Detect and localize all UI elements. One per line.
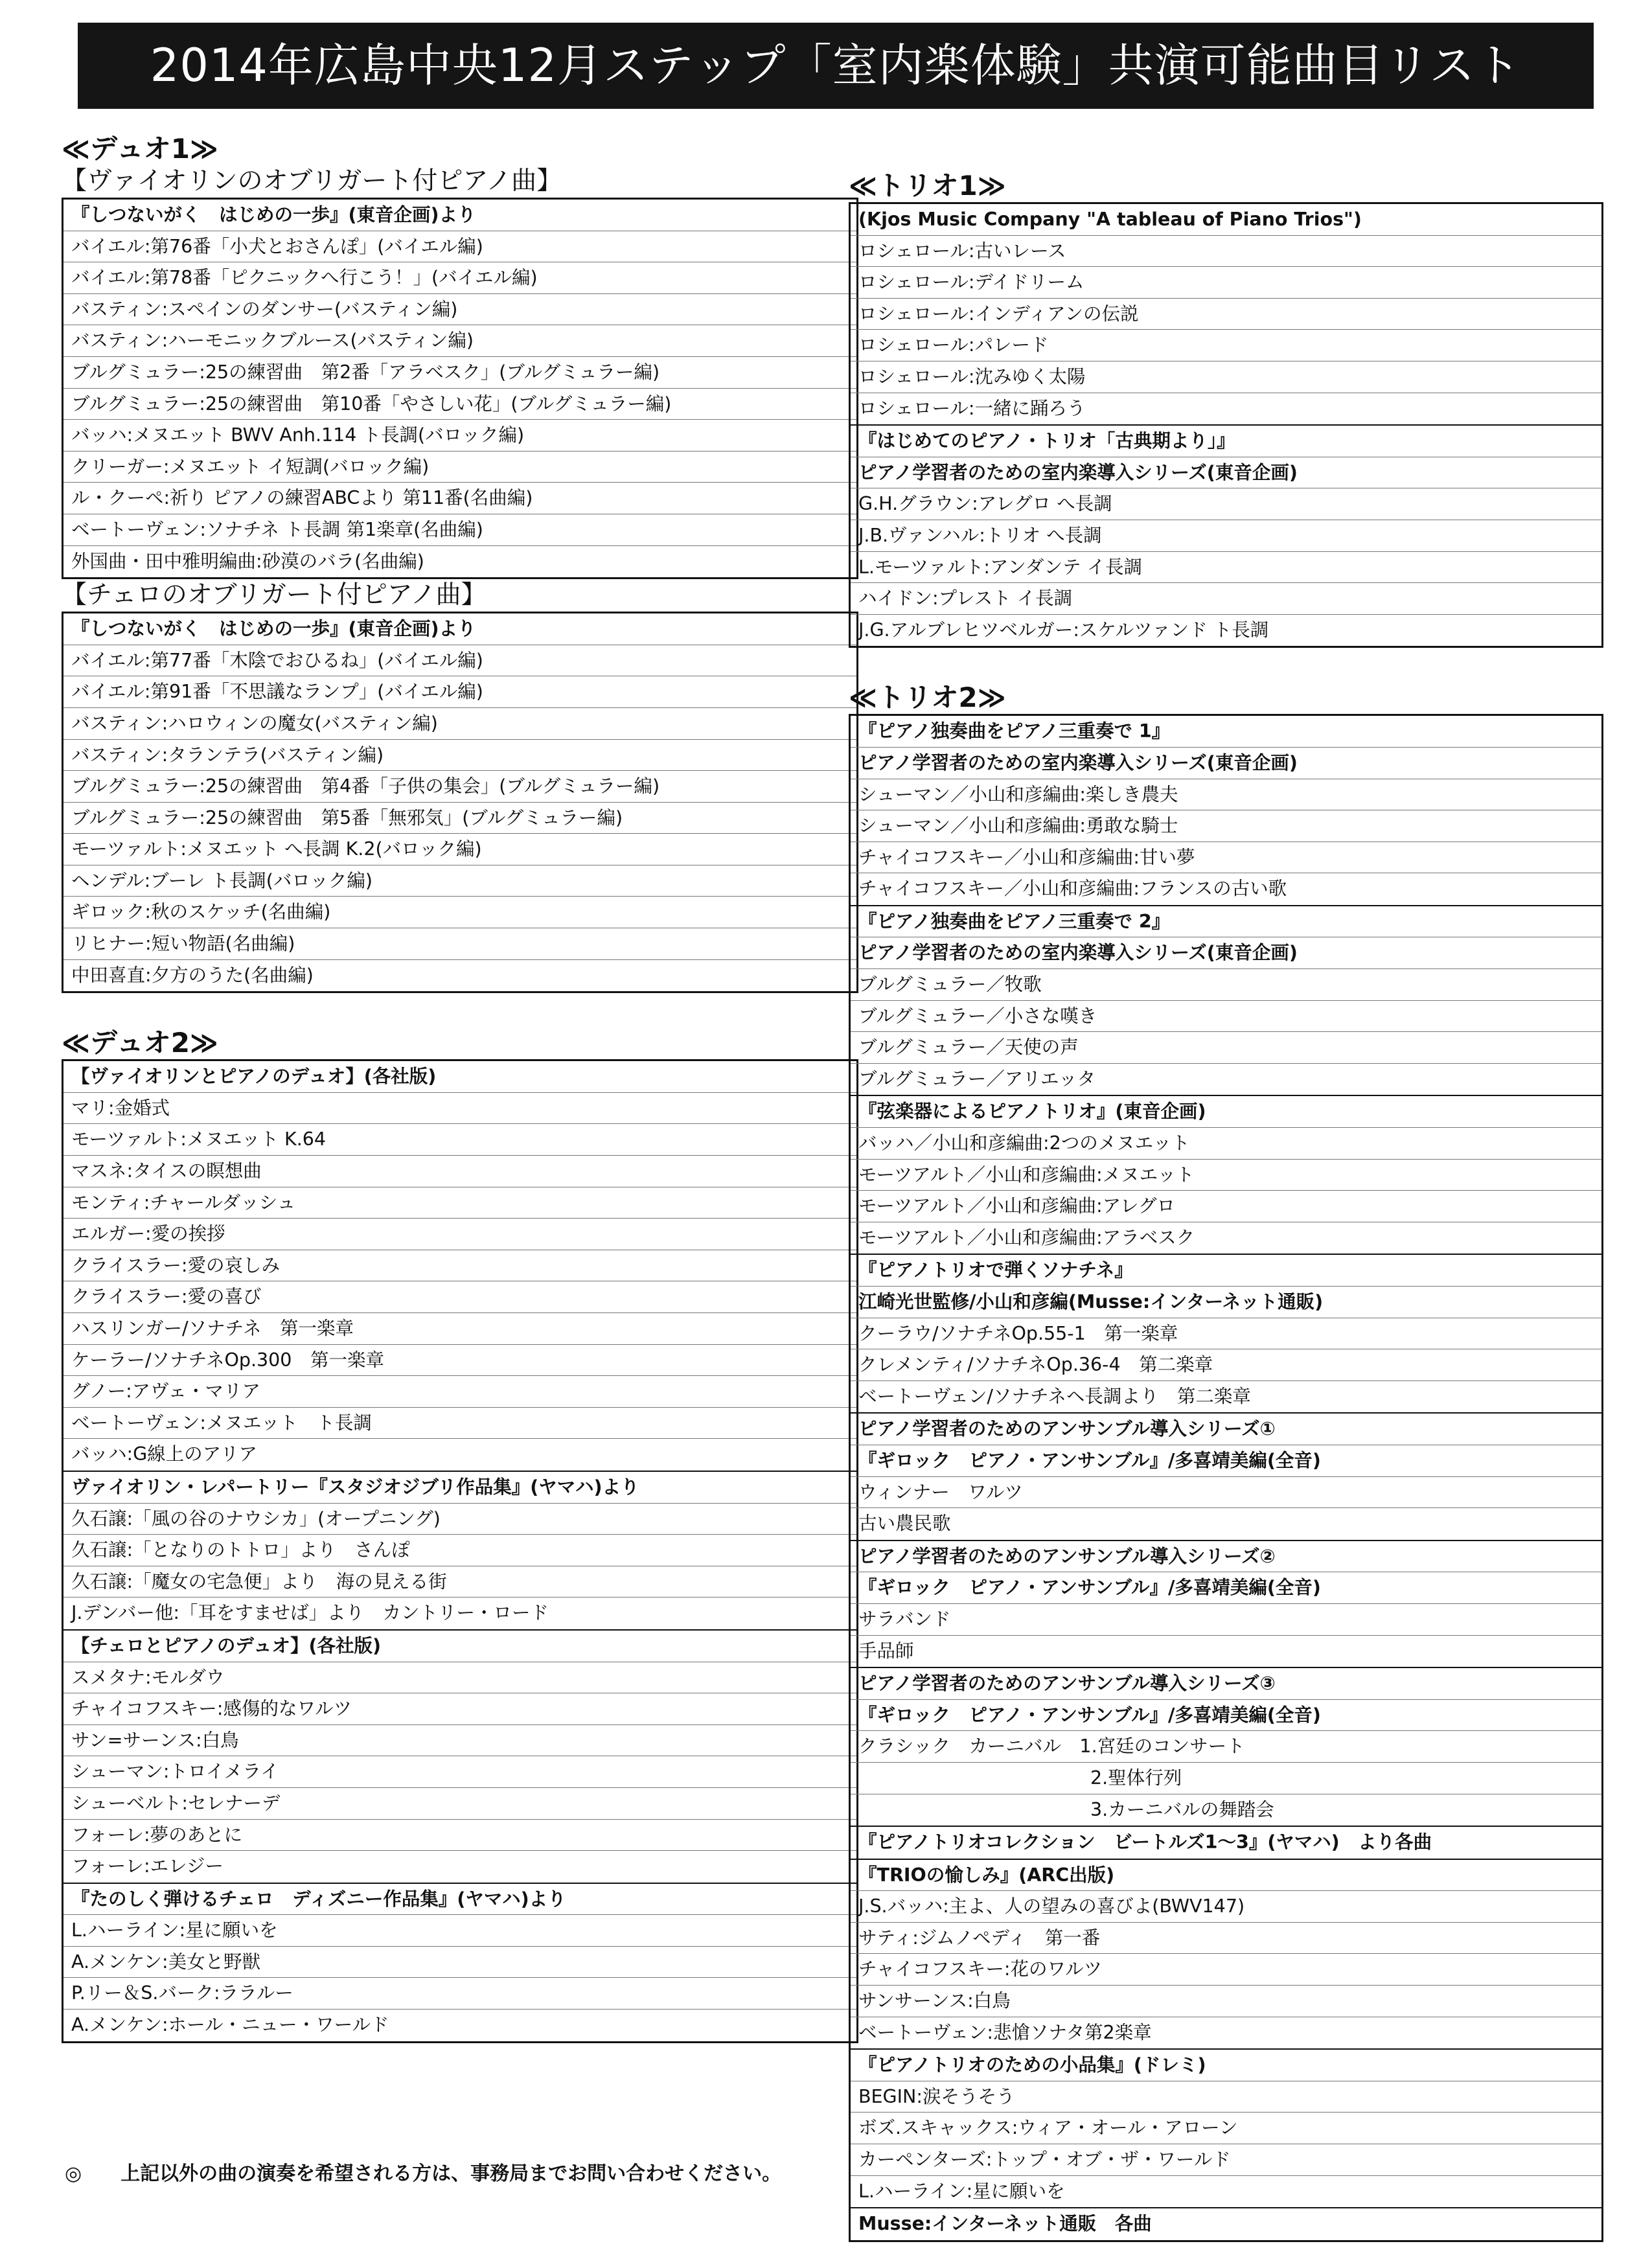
group-subheading: 『ギロック ピアノ・アンサンブル』/多喜靖美編(全音) xyxy=(851,1700,1601,1732)
list-item: リヒナー:短い物語(名曲編) xyxy=(63,928,856,960)
list-item: シューマン／小山和彦編曲:楽しき農夫 xyxy=(851,779,1601,811)
page-title: 2014年広島中央12月ステップ「室内楽体験」共演可能曲目リスト xyxy=(78,23,1594,109)
trio1-box xyxy=(849,202,1603,648)
list-item: ロシェロール:パレード xyxy=(851,330,1601,361)
list-item: サラバンド xyxy=(851,1604,1601,1636)
list-item: マリ:金婚式 xyxy=(63,1093,856,1125)
list-item: バイエル:第91番「不思議なランプ」(バイエル編) xyxy=(63,676,856,708)
group-heading: 【ヴァイオリンとピアノのデュオ】(各社版) xyxy=(63,1061,856,1093)
group-subheading: ピアノ学習者のための室内楽導入シリーズ(東音企画) xyxy=(851,457,1601,489)
list-item: ロシェロール:一緒に踊ろう xyxy=(858,397,1086,419)
group-heading: ヴァイオリン・レパートリー『スタジオジブリ作品集』(ヤマハ)より xyxy=(63,1472,856,1504)
group-section xyxy=(851,1414,1601,1541)
list-item: ロシェロール:沈みゆく太陽 xyxy=(851,361,1601,393)
group-section xyxy=(851,1255,1601,1414)
list-item: 久石譲:「となりのトトロ」より さんぽ xyxy=(63,1535,856,1566)
group-heading: 『ピアノ独奏曲をピアノ三重奏で 1』 xyxy=(851,716,1601,748)
group-heading: 『たのしく弾けるチェロ ディズニー作品集』(ヤマハ)より xyxy=(63,1884,856,1916)
list-item: ボズ.スキャックス:ウィア・オール・アローン xyxy=(851,2113,1601,2144)
list-item: 外国曲・田中雅明編曲:砂漠のバラ(名曲編) xyxy=(71,550,424,572)
right-column xyxy=(849,170,1603,2242)
group-heading: 『ピアノトリオのための小品集』(ドレミ) xyxy=(851,2050,1601,2081)
left-column xyxy=(62,133,858,2043)
footnote-mark: ◎ xyxy=(65,2162,82,2185)
group-heading: 『はじめてのピアノ・トリオ「古典期より」』 xyxy=(851,426,1601,457)
group-subheading: 江崎光世監修/小山和彦編(Musse:インターネット通販) xyxy=(851,1287,1601,1318)
list-item: ベートーヴェン:悲愴ソナタ第2楽章 xyxy=(858,2021,1152,2043)
list-item: バスティン:ハーモニックブルース(バスティン編) xyxy=(63,325,856,357)
list-item: シューベルト:セレナーデ xyxy=(63,1788,856,1820)
list-item: J.B.ヴァンハル:トリオ へ長調 xyxy=(851,520,1601,552)
list-item: L.ハーライン:星に願いを xyxy=(858,2180,1065,2202)
list-item: モーツアルト／小山和彦編曲:アレグロ xyxy=(851,1191,1601,1222)
list-item: シューマン:トロイメライ xyxy=(63,1756,856,1788)
list-item: P.リー＆S.バーク:ララルー xyxy=(63,1978,856,2010)
list-item: モーツアルト／小山和彦編曲:メヌエット xyxy=(851,1160,1601,1191)
group-heading: 『ピアノトリオコレクション ビートルズ1～3』(ヤマハ) より各曲 xyxy=(858,1831,1432,1853)
group-section xyxy=(63,1631,856,1884)
list-item: エルガー:愛の挨拶 xyxy=(63,1219,856,1250)
list-item: ロシェロール:古いレース xyxy=(851,236,1601,268)
group-section xyxy=(851,1860,1601,2050)
trio2-heading: ≪トリオ2≫ xyxy=(849,682,1006,714)
list-item: サンサーンス:白鳥 xyxy=(851,1986,1601,2017)
list-item: ブルグミュラー:25の練習曲 第4番「子供の集会」(ブルグミュラー編) xyxy=(63,771,856,803)
group-heading: 【チェロとピアノのデュオ】(各社版) xyxy=(63,1631,856,1662)
list-item: モーツアルト／小山和彦編曲:アラベスク xyxy=(858,1226,1195,1248)
list-item: モーツァルト:メヌエット K.64 xyxy=(63,1124,856,1156)
list-item: モンティ:チャールダッシュ xyxy=(63,1187,856,1219)
list-item: ヘンデル:ブーレ ト長調(バロック編) xyxy=(63,865,856,897)
group-heading: 『ピアノトリオで弾くソナチネ』 xyxy=(851,1255,1601,1287)
list-item: グノー:アヴェ・マリア xyxy=(63,1376,856,1408)
list-item: J.S.バッハ:主よ、人の望みの喜びよ(BWV147) xyxy=(851,1891,1601,1923)
list-item: 古い農民歌 xyxy=(858,1513,951,1535)
group-section xyxy=(851,426,1601,646)
list-item: クーラウ/ソナチネOp.55-1 第一楽章 xyxy=(851,1318,1601,1350)
list-item: J.G.アルブレヒツベルガー:スケルツァンド ト長調 xyxy=(858,619,1269,641)
group-section xyxy=(851,906,1601,1097)
list-item: バスティン:スペインのダンサー(バスティン編) xyxy=(63,294,856,326)
list-item: 手品師 xyxy=(858,1640,914,1662)
list-item: ベートーヴェン:メヌエット ト長調 xyxy=(63,1408,856,1439)
group-heading: 『ピアノ独奏曲をピアノ三重奏で 2』 xyxy=(851,906,1601,938)
list-item: チャイコフスキー／小山和彦編曲:甘い夢 xyxy=(851,842,1601,874)
list-item: ハスリンガー/ソナチネ 第一楽章 xyxy=(63,1313,856,1345)
list-item: ケーラー/ソナチネOp.300 第一楽章 xyxy=(63,1345,856,1377)
group-section xyxy=(851,2208,1601,2240)
list-item: 久石譲:「魔女の宅急便」より 海の見える街 xyxy=(63,1566,856,1598)
list-item: クリーガー:メヌエット イ短調(バロック編) xyxy=(63,452,856,483)
group-heading: ピアノ学習者のためのアンサンブル導入シリーズ① xyxy=(851,1414,1601,1445)
list-item: ウィンナー ワルツ xyxy=(851,1477,1601,1509)
list-item: チャイコフスキー:感傷的なワルツ xyxy=(63,1693,856,1725)
group-heading: Musse:インターネット通販 各曲 xyxy=(858,2213,1152,2235)
group-heading: 『TRIOの愉しみ』(ARC出版) xyxy=(851,1860,1601,1892)
list-item: バッハ／小山和彦編曲:2つのメヌエット xyxy=(851,1128,1601,1160)
list-item: ハイドン:プレスト イ長調 xyxy=(851,583,1601,615)
group-subheading: 『ギロック ピアノ・アンサンブル』/多喜靖美編(全音) xyxy=(851,1445,1601,1477)
list-item: L.ハーライン:星に願いを xyxy=(63,1915,856,1947)
list-item: ブルグミュラー／天使の声 xyxy=(851,1032,1601,1064)
duo2-box xyxy=(62,1059,858,2043)
group-section xyxy=(851,716,1601,906)
duo2-heading: ≪デュオ2≫ xyxy=(62,1027,218,1059)
group-section xyxy=(851,1541,1601,1668)
group-section xyxy=(851,1668,1601,1827)
list-item: モーツァルト:メヌエット へ長調 K.2(バロック編) xyxy=(63,834,856,865)
duo1-violin-subheading: 【ヴァイオリンのオブリガート付ピアノ曲】 xyxy=(62,166,562,196)
group-heading: 『しつないがく はじめの一歩』(東音企画)より xyxy=(63,613,856,645)
duo1-heading: ≪デュオ1≫ xyxy=(62,133,218,165)
list-item: ロシェロール:インディアンの伝説 xyxy=(851,299,1601,330)
list-item: ベートーヴェン/ソナチネヘ長調より 第二楽章 xyxy=(858,1385,1251,1407)
list-item: ブルグミュラー／小さな嘆き xyxy=(851,1001,1601,1033)
footnote xyxy=(65,2157,781,2186)
list-item: ギロック:秋のスケッチ(名曲編) xyxy=(63,897,856,928)
duo1-violin-box xyxy=(62,198,858,579)
list-item: サン=サーンス:白鳥 xyxy=(63,1725,856,1757)
list-item: ブルグミュラー／牧歌 xyxy=(851,969,1601,1001)
group-section xyxy=(63,1061,856,1472)
list-item: BEGIN:涙そうそう xyxy=(851,2081,1601,2113)
group-section xyxy=(63,1472,856,1631)
group-section xyxy=(851,204,1601,426)
list-item: サティ:ジムノペディ 第一番 xyxy=(851,1923,1601,1954)
duo1-cello-box xyxy=(62,612,858,993)
group-subheading: 『ギロック ピアノ・アンサンブル』/多喜靖美編(全音) xyxy=(851,1572,1601,1604)
list-item: クレメンティ/ソナチネOp.36-4 第二楽章 xyxy=(851,1349,1601,1381)
group-subheading: ピアノ学習者のための室内楽導入シリーズ(東音企画) xyxy=(851,937,1601,969)
group-section xyxy=(63,1884,856,2041)
list-item: スメタナ:モルダウ xyxy=(63,1662,856,1694)
list-item: クライスラー:愛の哀しみ xyxy=(63,1250,856,1282)
list-item: バスティン:ハロウィンの魔女(バスティン編) xyxy=(63,708,856,740)
list-item: A.メンケン:美女と野獣 xyxy=(63,1947,856,1978)
list-item: 中田喜直:夕方のうた(名曲編) xyxy=(71,964,314,986)
group-heading: 『しつないがく はじめの一歩』(東音企画)より xyxy=(63,200,856,231)
list-item: J.デンバー他:「耳をすませば」より カントリー・ロード xyxy=(71,1602,549,1624)
list-item: ベートーヴェン:ソナチネ ト長調 第1楽章(名曲編) xyxy=(63,514,856,546)
list-item: マスネ:タイスの瞑想曲 xyxy=(63,1156,856,1187)
list-item: G.H.グラウン:アレグロ へ長調 xyxy=(851,488,1601,520)
list-item: フォーレ:エレジー xyxy=(71,1855,224,1877)
list-item: 2.聖体行列 xyxy=(851,1763,1601,1794)
footnote-text: 上記以外の曲の演奏を希望される方は、事務局までお問い合わせください。 xyxy=(120,2162,782,2185)
list-item: バスティン:タランテラ(バスティン編) xyxy=(63,740,856,772)
duo1-cello-subheading: 【チェロのオブリガート付ピアノ曲】 xyxy=(62,580,487,610)
group-heading: ピアノ学習者のためのアンサンブル導入シリーズ③ xyxy=(851,1668,1601,1700)
group-subheading: ピアノ学習者のための室内楽導入シリーズ(東音企画) xyxy=(851,748,1601,779)
list-item: バイエル:第77番「木陰でおひるね」(バイエル編) xyxy=(63,645,856,677)
list-item: シューマン／小山和彦編曲:勇敢な騎士 xyxy=(851,810,1601,842)
list-item: フォーレ:夢のあとに xyxy=(63,1820,856,1851)
list-item: ブルグミュラー:25の練習曲 第2番「アラベスク」(ブルグミュラー編) xyxy=(63,357,856,389)
list-item: チャイコフスキー／小山和彦編曲:フランスの古い歌 xyxy=(858,878,1287,900)
list-item: チャイコフスキー:花のワルツ xyxy=(851,1954,1601,1986)
list-item: ブルグミュラー:25の練習曲 第10番「やさしい花」(ブルグミュラー編) xyxy=(63,389,856,420)
list-item: ル・クーペ:祈り ピアノの練習ABCより 第11番(名曲編) xyxy=(63,483,856,514)
list-item: カーペンターズ:トップ・オブ・ザ・ワールド xyxy=(851,2144,1601,2176)
group-heading: ピアノ学習者のためのアンサンブル導入シリーズ② xyxy=(851,1541,1601,1573)
duo1-cello-list xyxy=(63,613,856,991)
list-item: L.モーツァルト:アンダンテ イ長調 xyxy=(851,552,1601,584)
list-item: 久石譲:「風の谷のナウシカ」(オープニング) xyxy=(63,1504,856,1535)
group-heading: (Kjos Music Company "A tableau of Piano Trios") xyxy=(851,204,1601,236)
group-heading: 『弦楽器によるピアノトリオ』(東音企画) xyxy=(851,1096,1601,1128)
list-item: ブルグミュラー:25の練習曲 第5番「無邪気」(ブルグミュラー編) xyxy=(63,803,856,834)
list-item: 3.カーニバルの舞踏会 xyxy=(1090,1798,1274,1820)
list-item: バッハ:G線上のアリア xyxy=(71,1443,258,1465)
group-section xyxy=(851,2050,1601,2208)
list-item: バッハ:メヌエット BWV Anh.114 ト長調(バロック編) xyxy=(63,420,856,452)
list-item: バイエル:第78番「ピクニックへ行こう！」(バイエル編) xyxy=(63,262,856,294)
list-item: クライスラー:愛の喜び xyxy=(63,1281,856,1313)
trio2-box xyxy=(849,714,1603,2242)
list-item: クラシック カーニバル 1.宮廷のコンサート xyxy=(851,1731,1601,1763)
trio1-heading: ≪トリオ1≫ xyxy=(849,170,1006,201)
list-item: A.メンケン:ホール・ニュー・ワールド xyxy=(71,2014,389,2036)
list-item: ロシェロール:デイドリーム xyxy=(851,267,1601,299)
list-item: ブルグミュラー／アリエッタ xyxy=(858,1068,1096,1090)
group-section xyxy=(851,1827,1601,1860)
list-item: バイエル:第76番「小犬とおさんぽ」(バイエル編) xyxy=(63,231,856,263)
group-section xyxy=(851,1096,1601,1255)
duo1-violin-list xyxy=(63,200,856,577)
